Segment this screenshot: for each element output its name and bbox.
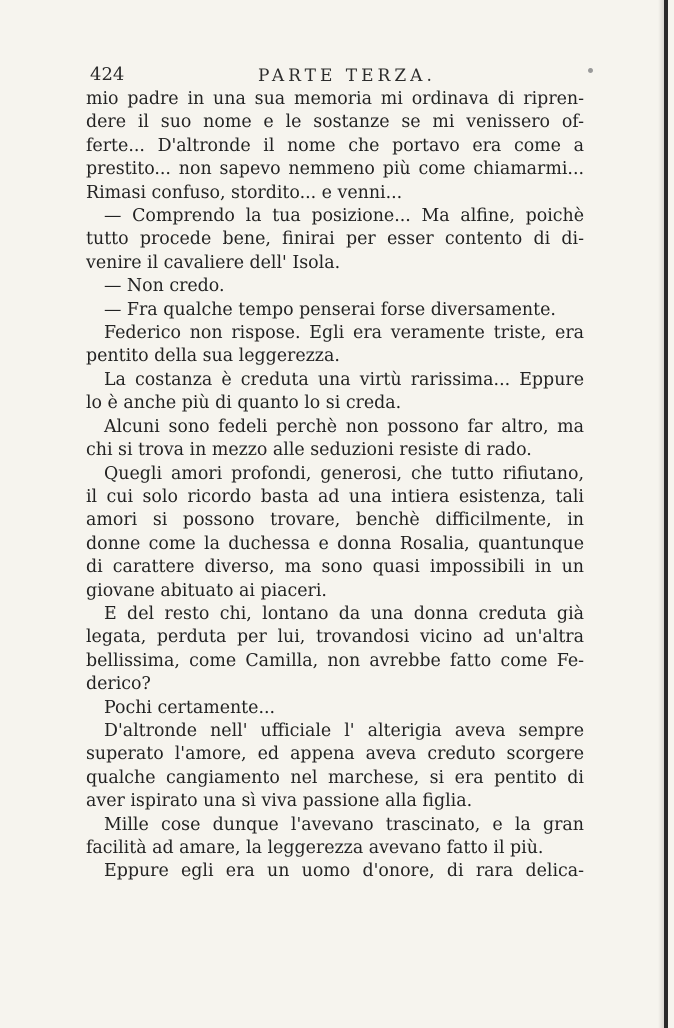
text-line: superato l'amore, ed appena aveva creduto scorgere [86,744,584,765]
running-head: PARTE TERZA. [258,66,436,86]
text-line: donne come la duchessa e donna Rosalia, quantunque [86,533,584,554]
text-line: lo è anche più di quanto lo si creda. [86,393,402,414]
text-line: Alcuni sono fedeli perchè non possono far altro, ma [104,416,584,437]
text-line: E del resto chi, lontano da una donna creduta già [104,603,584,624]
text-line: pentito della sua leggerezza. [86,346,340,367]
paragraph [86,299,584,322]
text-line: Federico non rispose. Egli era veramente triste, era [104,323,584,344]
paragraph [86,369,584,416]
paragraph [86,720,584,814]
page-number: 424 [90,64,125,85]
ink-speck [588,68,593,73]
text-line: — Non credo. [104,276,225,297]
text-line: bellissima, come Camilla, non avrebbe fatto come Fe- [86,650,584,671]
paragraph [86,275,584,298]
text-line: giovane abituato ai piaceri. [86,580,327,601]
paragraph [86,463,584,603]
paragraph [86,814,584,861]
paragraph [86,416,584,463]
text-line: qualche cangiamento nel marchese, si era pentito di [86,767,584,788]
text-line: Quegli amori profondi, generosi, che tutto rifiutano, [104,463,584,484]
text-line: Mille cose dunque l'avevano trascinato, e la gran [104,814,584,835]
page-header [90,64,590,90]
text-line: venire il cavaliere dell' Isola. [86,252,341,273]
text-line: facilità ad amare, la leggerezza avevano fatto il più. [86,838,544,858]
text-line: legata, perduta per lui, trovandosi vicino ad un'altra [86,627,584,648]
paragraph [86,322,584,369]
text-line: Eppure egli era un uomo d'onore, di rara delica- [104,861,584,882]
text-line: dere il suo nome e le sostanze se mi venissero of- [86,112,584,133]
text-line: — Fra qualche tempo penserai forse diversamente. [104,299,556,320]
paragraph [86,697,584,720]
text-line: il cui solo ricordo basta ad una intiera esistenza, tali [86,486,584,507]
text-line: prestito... non sapevo nemmeno più come chiamarmi... [86,159,584,180]
text-line: Pochi certamente... [104,697,276,718]
paragraph [86,205,584,275]
text-line: derico? [86,674,151,695]
text-line: mio padre in una sua memoria mi ordinava di ripren- [86,89,584,109]
text-line: — Comprendo la tua posizione... Ma alfine, poichè [104,206,584,227]
text-line: tutto procede bene, finirai per esser contento di di- [86,229,584,250]
text-line: ferte... D'altronde il nome che portavo era come a [86,135,584,156]
body-text [86,88,584,884]
text-line: Rimasi confuso, stordito... e venni... [86,182,403,203]
text-line: amori si possono trovare, benchè difficilmente, in [86,510,584,531]
paragraph [86,603,584,697]
paragraph [86,88,584,205]
text-line: di carattere diverso, ma sono quasi impossibili in un [86,557,584,578]
text-line: chi si trova in mezzo alle seduzioni resiste di rado. [86,440,532,461]
text-line: La costanza è creduta una virtù rarissima... Eppure [104,369,584,390]
paragraph [86,860,584,883]
text-line: D'altronde nell' ufficiale l' alterigia aveva sempre [104,720,584,741]
book-spine-edge [664,0,668,1028]
text-line: aver ispirato una sì viva passione alla figlia. [86,791,473,812]
